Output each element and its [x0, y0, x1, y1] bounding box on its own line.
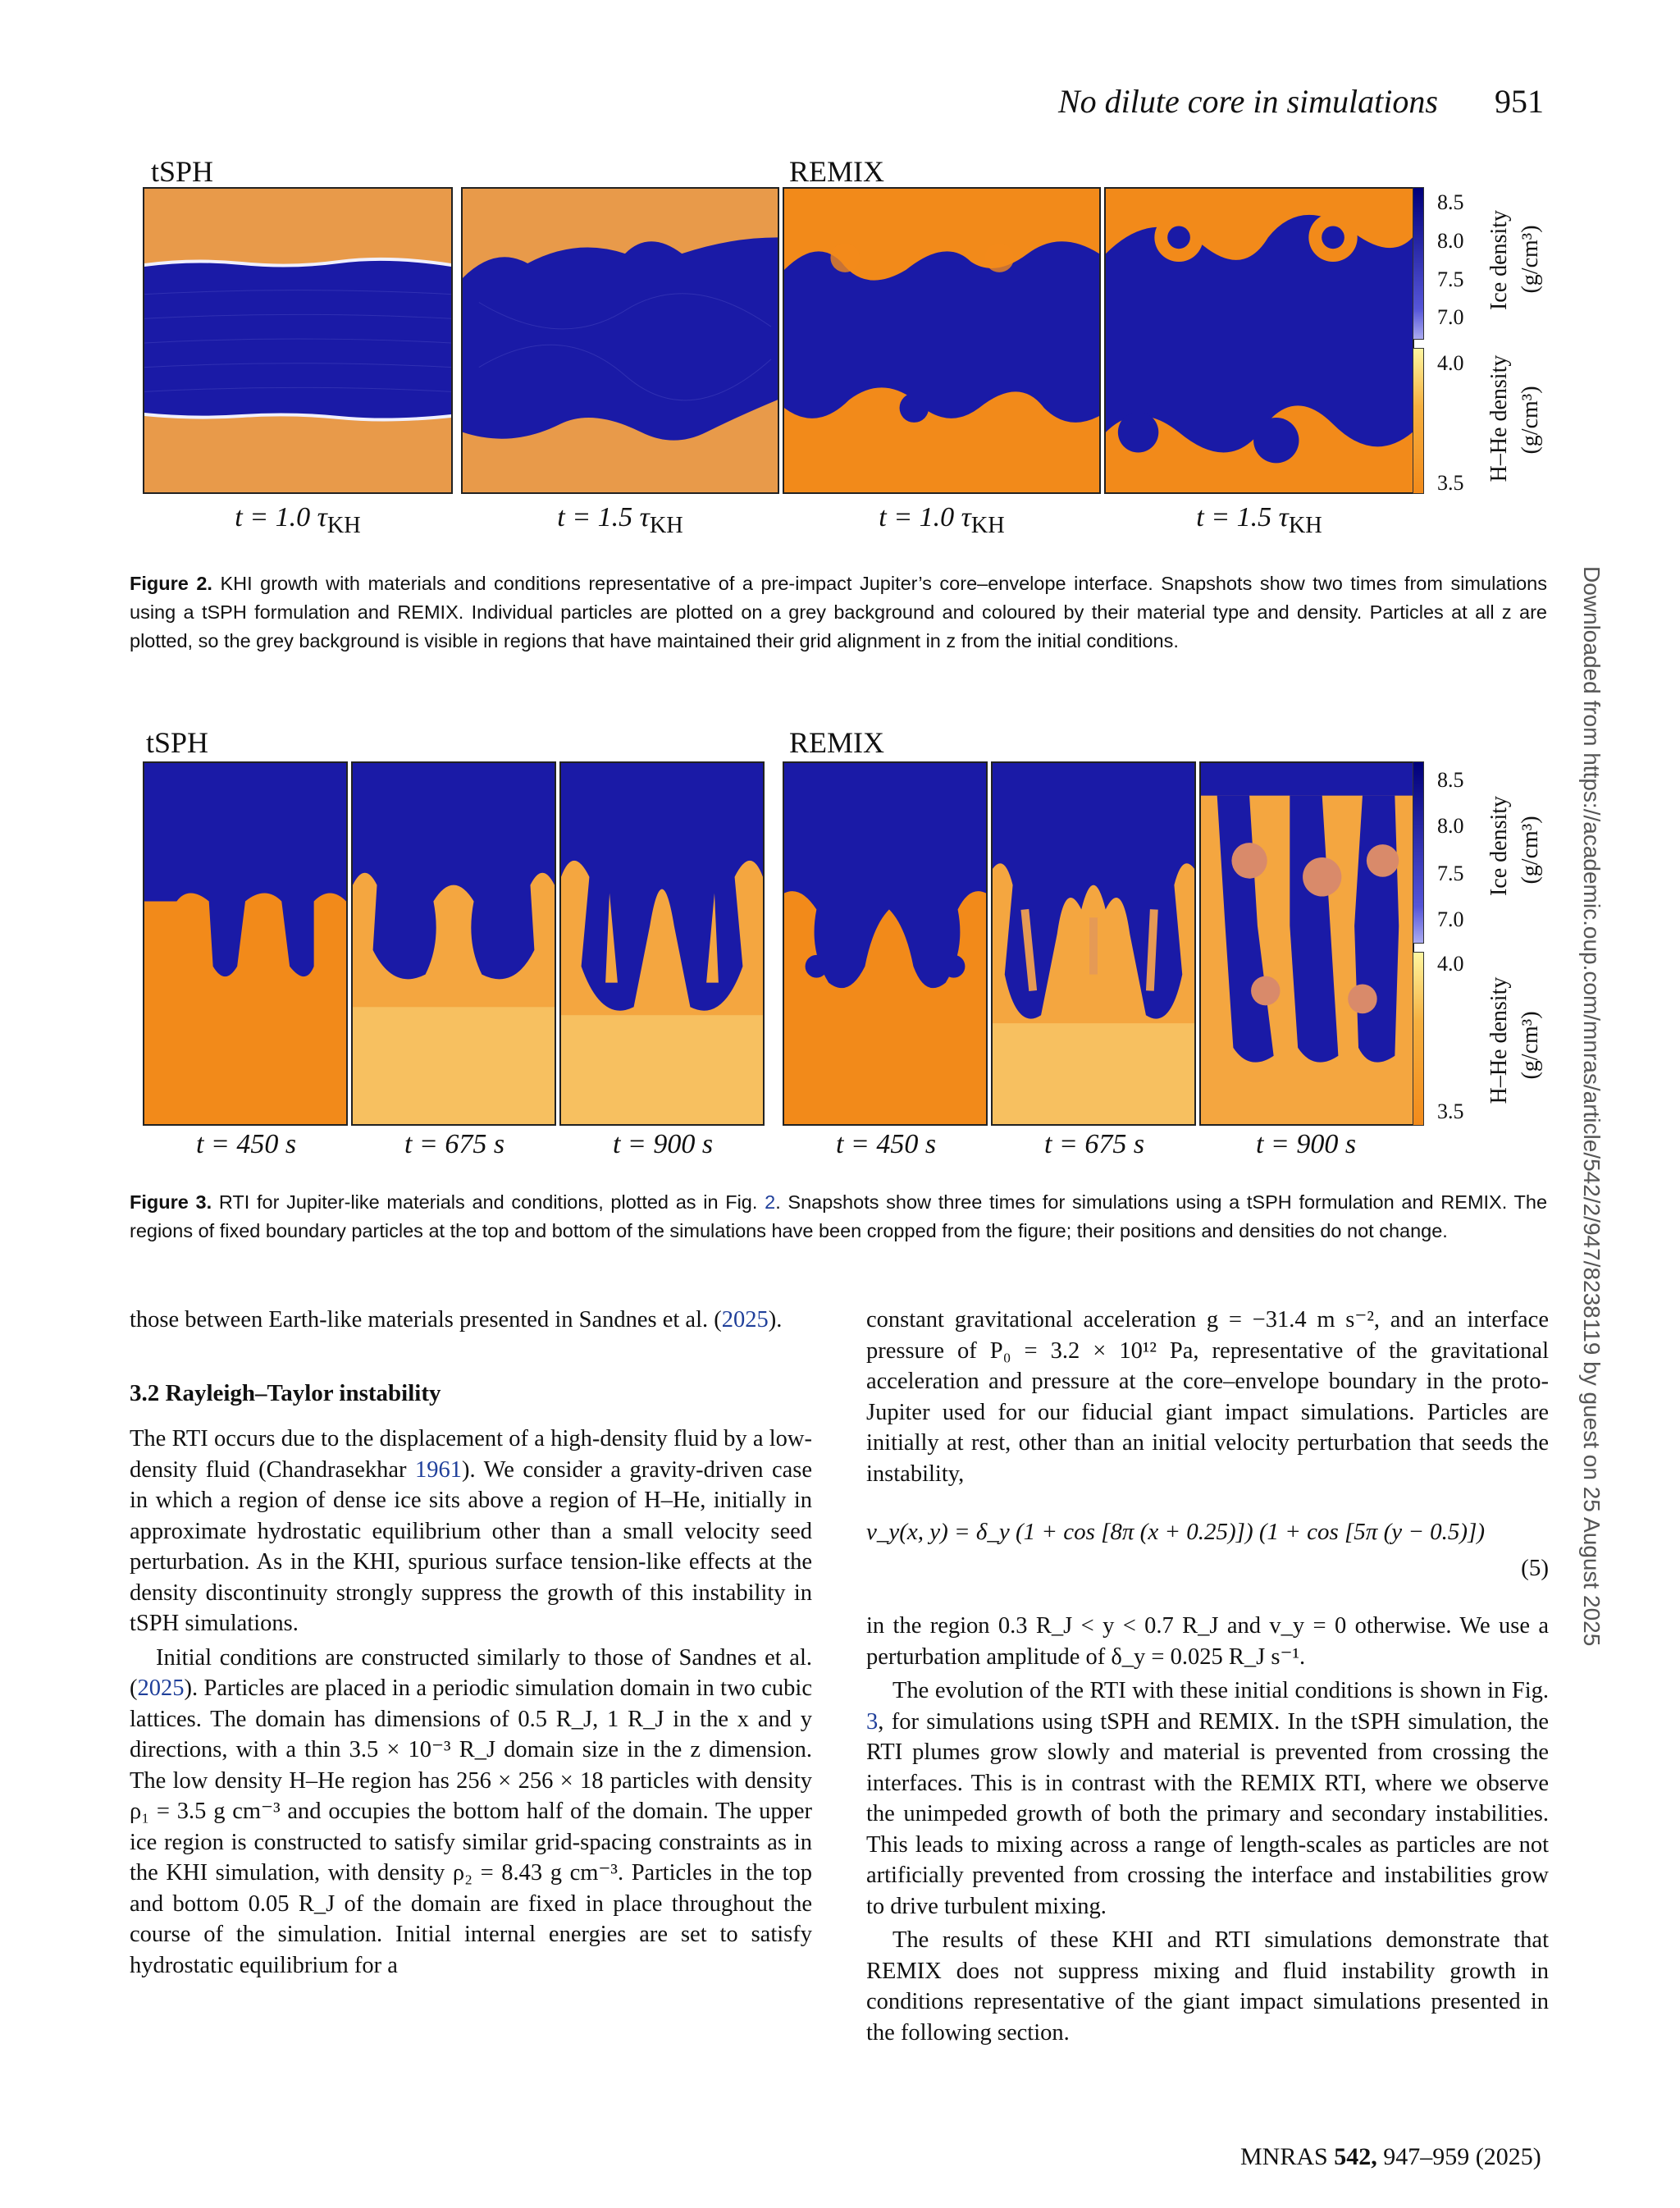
- right-paragraph-1: in the region 0.3 R_J < y < 0.7 R_J and v_y = 0 otherwise. We use a perturbation amplitude of δ_y = 0.025 R_J s⁻¹.: [866, 1613, 1549, 1670]
- fig2-colorbar-ice: [1413, 187, 1424, 340]
- ref-chandrasekhar-1961[interactable]: 1961: [415, 1456, 462, 1483]
- fig3-tick-ice-1: 8.0: [1437, 814, 1464, 838]
- equation-number: (5): [1521, 1555, 1549, 1581]
- fig3-panel-remix-1-image: [784, 763, 986, 1124]
- fig3-panel-tsph-2: [351, 761, 556, 1126]
- fig3-time-2: t = 675 s: [404, 1129, 505, 1159]
- equation-text: v_y(x, y) = δ_y (1 + cos [8π (x + 0.25)]) (1 + cos [5π (y − 0.5)]): [866, 1519, 1486, 1545]
- fig3-colorbar-ice: [1413, 761, 1424, 944]
- left-column: [130, 1305, 812, 1981]
- fig2-label-tsph: tSPH: [151, 155, 214, 188]
- running-title: No dilute core in simulations: [1058, 83, 1438, 120]
- fig2-panel-tsph-2-image: [463, 189, 778, 492]
- fig2-panel-remix-1: [783, 187, 1101, 494]
- fig2-cb-hhe-unit: (g/cm³): [1518, 386, 1543, 455]
- fig2-cb-ice-label: Ice density: [1486, 209, 1512, 311]
- fig2-cb-ice-unit: (g/cm³): [1518, 225, 1543, 294]
- left-paragraph-1: The RTI occurs due to the displacement of a high-density fluid by a low-density fluid (Chandrasekhar 1961). We consider a gravity-driven case in which a region of dense ice sits above a region of H–He, initially in approximate hydrostatic equilibrium other than a small velocity seed perturbation. As in the KHI, spurious surface tension-like effects at the density discontinuity strongly suppress the growth of this instability in tSPH simulations.: [130, 1426, 812, 1636]
- download-note: Downloaded from https://academic.oup.com/mnras/article/542/2/947/8238119 by guest on 25 August 2025: [1579, 566, 1605, 1647]
- fig2-panel-remix-1-image: [784, 189, 1099, 492]
- fig3-tick-hhe-0: 4.0: [1437, 952, 1464, 976]
- fig3-caption-fig-link[interactable]: 2: [765, 1191, 776, 1213]
- fig3-reference-link[interactable]: 3: [866, 1708, 879, 1735]
- fig2-colorbar-hhe: [1413, 348, 1424, 494]
- right-paragraph-2: The evolution of the RTI with these initial conditions is shown in Fig. 3, for simulations using tSPH and REMIX. In the tSPH simulation, the RTI plumes grow slowly and material is prevented from crossing the interfaces. This is in contrast with the REMIX RTI, where we observe the unimpeded growth of both the primary and secondary instabilities. This leads to mixing across a range of length-scales as particles are not artificially prevented from crossing the interface and instabilities grow to drive turbulent mixing.: [866, 1678, 1549, 1919]
- fig3-time-3: t = 900 s: [612, 1129, 714, 1159]
- section-heading: 3.2 Rayleigh–Taylor instability: [130, 1379, 441, 1406]
- fig2-time-2: t = 1.5 $\tau_{KH}$: [557, 502, 683, 538]
- ref-sandnes-2025-b[interactable]: 2025: [137, 1675, 185, 1701]
- fig3-tick-ice-3: 7.0: [1437, 907, 1464, 931]
- fig2-time-3: t = 1.0 $\tau_{KH}$: [879, 502, 1005, 538]
- fig2-label-remix: REMIX: [789, 155, 884, 188]
- equation-5: [866, 1511, 1549, 1601]
- fig3-time-4: t = 450 s: [835, 1129, 937, 1159]
- fig2-panel-remix-2: [1104, 187, 1414, 494]
- fig3-colorbar-hhe: [1413, 952, 1424, 1126]
- fig2-tick-ice-3: 7.0: [1437, 305, 1464, 329]
- fig2-panel-tsph-1: [143, 187, 453, 494]
- fig3-panel-tsph-3-image: [561, 763, 763, 1124]
- fig2-cb-hhe-label: H–He density: [1486, 354, 1512, 482]
- fig3-panel-tsph-1: [143, 761, 348, 1126]
- ref-sandnes-2025-a[interactable]: 2025: [721, 1307, 769, 1333]
- fig2-tick-hhe-0: 4.0: [1437, 351, 1464, 375]
- fig3-tick-hhe-1: 3.5: [1437, 1099, 1464, 1123]
- fig3-panel-remix-1: [783, 761, 988, 1126]
- fig3-time-6: t = 900 s: [1255, 1129, 1357, 1159]
- left-paragraph-0: those between Earth-like materials presented in Sandnes et al. (2025).: [130, 1307, 783, 1333]
- fig3-cb-hhe-unit: (g/cm³): [1518, 1011, 1543, 1080]
- fig3-panel-tsph-3: [559, 761, 765, 1126]
- fig3-time-5: t = 675 s: [1043, 1129, 1145, 1159]
- fig3-panel-tsph-1-image: [144, 763, 346, 1124]
- fig3-time-1: t = 450 s: [195, 1129, 297, 1159]
- fig3-label-remix: REMIX: [789, 726, 884, 759]
- fig2-time-4: t = 1.5 $\tau_{KH}$: [1196, 502, 1322, 538]
- fig3-cb-ice-unit: (g/cm³): [1518, 816, 1543, 885]
- left-paragraph-2: Initial conditions are constructed similarly to those of Sandnes et al. (2025). Particles are placed in a periodic simulation domain in two cubic lattices. The domain has dimensions of 0.5 R_J, 1 R_J in the x and y directions, with a thin 3.5 × 10⁻³ R_J domain size in the z dimension. The low density H–He region has 256 × 256 × 18 particles with density ρ₁ = 3.5 g cm⁻³ and occupies the bottom half of the domain. The upper ice region is constructed to satisfy similar grid-spacing constraints as in the KHI simulation, with density ρ₂ = 8.43 g cm⁻³. Particles in the top and bottom 0.05 R_J of the domain are fixed in place throughout the course of the simulation. Initial internal energies are set to satisfy hydrostatic equilibrium for a: [130, 1644, 812, 1978]
- fig3-panel-tsph-2-image: [353, 763, 555, 1124]
- fig3-tick-ice-0: 8.5: [1437, 768, 1464, 792]
- fig3-panel-remix-3-image: [1201, 763, 1413, 1124]
- fig3-caption: Figure 3. RTI for Jupiter-like materials and conditions, plotted as in Fig. 2. Snapshots show three times for simulations using a tSPH formulation and REMIX. The regions of fixed boundary particles at the top and bottom of the simulations have been cropped from the figure; their positions and densities do not change.: [130, 1191, 1548, 1241]
- fig3-panel-remix-2: [991, 761, 1196, 1126]
- fig2-caption: Figure 2. KHI growth with materials and conditions representative of a pre-impact Jupiter’s core–envelope interface. Snapshots show two times from simulations using a tSPH formulation and REMIX. Individual particles are plotted on a grey background and coloured by their material type and density. Particles at all z are plotted, so the grey background is visible in regions that have maintained their grid alignment in z from the initial conditions.: [130, 573, 1548, 651]
- right-column: [866, 1305, 1549, 2048]
- fig2-tick-hhe-1: 3.5: [1437, 471, 1464, 495]
- fig2-panel-tsph-2: [461, 187, 779, 494]
- fig3-panel-remix-3: [1199, 761, 1414, 1126]
- fig3-panel-remix-2-image: [993, 763, 1194, 1124]
- fig2-tick-ice-1: 8.0: [1437, 229, 1464, 253]
- footer-citation: MNRAS 542, 947–959 (2025): [1240, 2143, 1541, 2170]
- fig3-cb-hhe-label: H–He density: [1486, 976, 1512, 1104]
- fig2-time-1: t = 1.0 $\tau_{KH}$: [235, 502, 361, 538]
- fig3-cb-ice-label: Ice density: [1486, 795, 1512, 897]
- fig2-tick-ice-0: 8.5: [1437, 190, 1464, 214]
- right-paragraph-3: The results of these KHI and RTI simulations demonstrate that REMIX does not suppress mixing and fluid instability growth in conditions representative of the giant impact simulations presented in the following section.: [866, 1927, 1549, 2046]
- fig2-panel-tsph-1-image: [144, 189, 451, 492]
- fig2-panel-remix-2-image: [1106, 189, 1413, 492]
- fig3-label-tsph: tSPH: [146, 726, 209, 759]
- fig3-tick-ice-2: 7.5: [1437, 862, 1464, 885]
- right-paragraph-0: constant gravitational acceleration g = −31.4 m s⁻², and an interface pressure of P₀ = 3.2 × 10¹² Pa, representative of the gravitational acceleration and pressure at the core–envelope boundary in the proto-Jupiter used for our fiducial giant impact simulations. Particles are initially at rest, other than an initial velocity perturbation that seeds the instability,: [866, 1307, 1549, 1487]
- page-number: 951: [1495, 83, 1544, 120]
- fig2-tick-ice-2: 7.5: [1437, 267, 1464, 291]
